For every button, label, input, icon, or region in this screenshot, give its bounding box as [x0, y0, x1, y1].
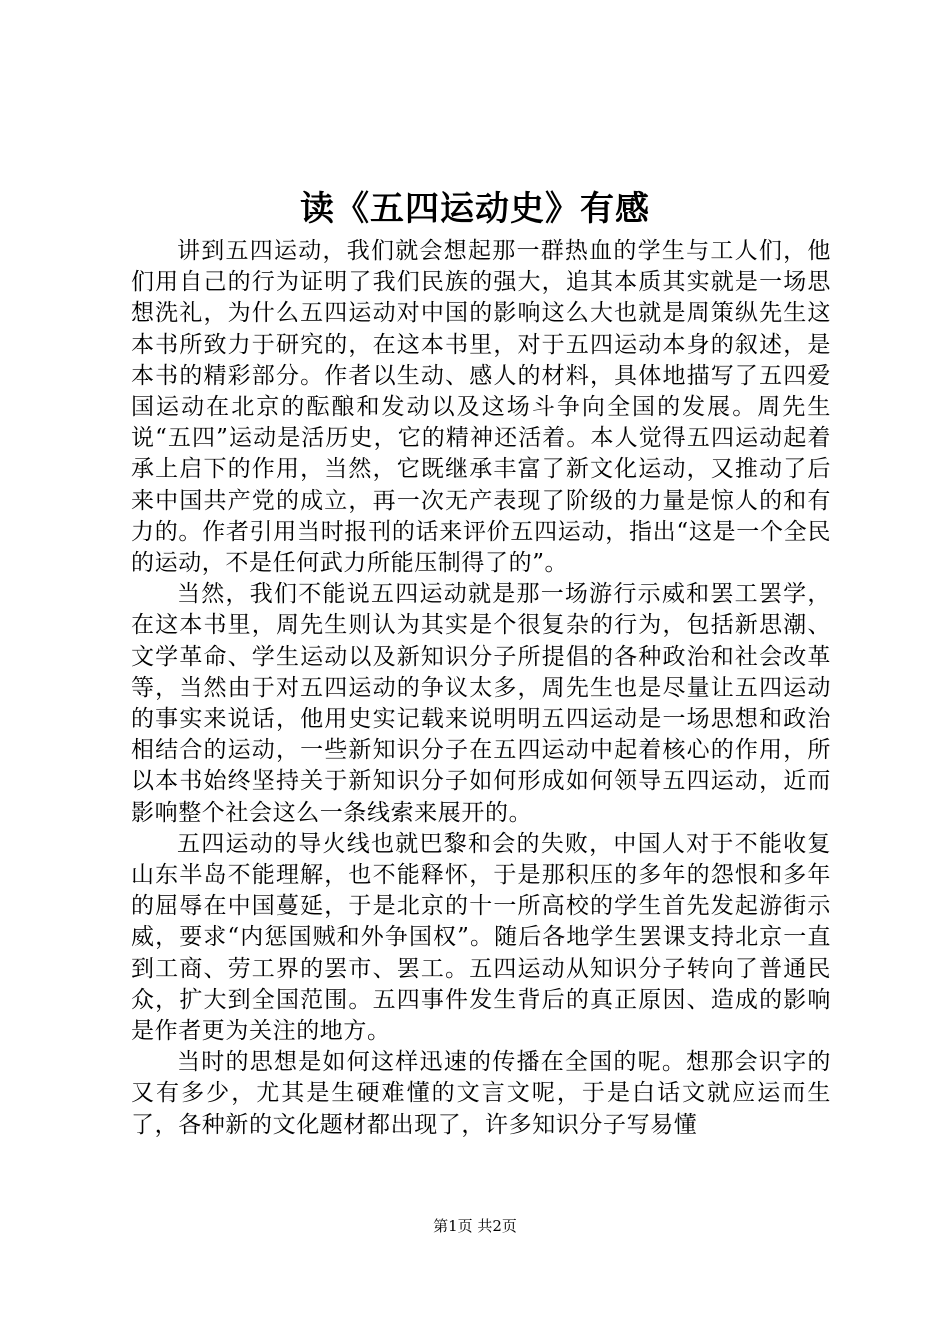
paragraph: 讲到五四运动，我们就会想起那一群热血的学生与工人们，他们用自己的行为证明了我们民族的强大，追其本质其实就是一场思想洗礼，为什么五四运动对中国的影响这么大也就是周策纵先生这本书所致力于研究的，在这本书里，对于五四运动本身的叙述，是本书的精彩部分。作者以生动、感人的材料，具体地描写了五四爱国运动在北京的酝酿和发动以及这场斗争向全国的发展。周先生说“五四”运动是活历史，它的精神还活着。本人觉得五四运动起着承上启下的作用，当然，它既继承丰富了新文化运动，又推动了后来中国共产党的成立，再一次无产表现了阶级的力量是惊人的和有力的。作者引用当时报刊的话来评价五四运动，指出“这是一个全民的运动，不是任何武力所能压制得了的”。 — [131, 238, 831, 577]
paragraph: 当然，我们不能说五四运动就是那一场游行示威和罢工罢学，在这本书里，周先生则认为其实是个很复杂的行为，包括新思潮、文学革命、学生运动以及新知识分子所提倡的各种政治和社会改革等，当然由于对五四运动的争议太多，周先生也是尽量让五四运动的事实来说话，他用史实记载来说明明五四运动是一场思想和政治相结合的运动，一些新知识分子在五四运动中起着核心的作用，所以本书始终坚持关于新知识分子如何形成如何领导五四运动，近而影响整个社会这么一条线索来展开的。 — [131, 581, 831, 826]
page-title: 读《五四运动史》有感 — [300, 189, 650, 229]
paragraph: 当时的思想是如何这样迅速的传播在全国的呢。想那会识字的又有多少，尤其是生硬难懂的文言文呢，于是白话文就应运而生了，各种新的文化题材都出现了，许多知识分子写易懂 — [131, 1049, 831, 1138]
article-body — [131, 236, 831, 1141]
page-number-footer: 第1页 共2页 — [433, 1217, 517, 1235]
paragraph: 五四运动的导火线也就巴黎和会的失败，中国人对于不能收复山东半岛不能理解，也不能释怀，于是那积压的多年的怨恨和多年的屈辱在中国蔓延，于是北京的十一所高校的学生首先发起游街示威，要求“内惩国贼和外争国权”。随后各地学生罢课支持北京一直到工商、劳工界的罢市、罢工。五四运动从知识分子转向了普通民众，扩大到全国范围。五四事件发生背后的真正原因、造成的影响是作者更为关注的地方。 — [131, 830, 831, 1045]
